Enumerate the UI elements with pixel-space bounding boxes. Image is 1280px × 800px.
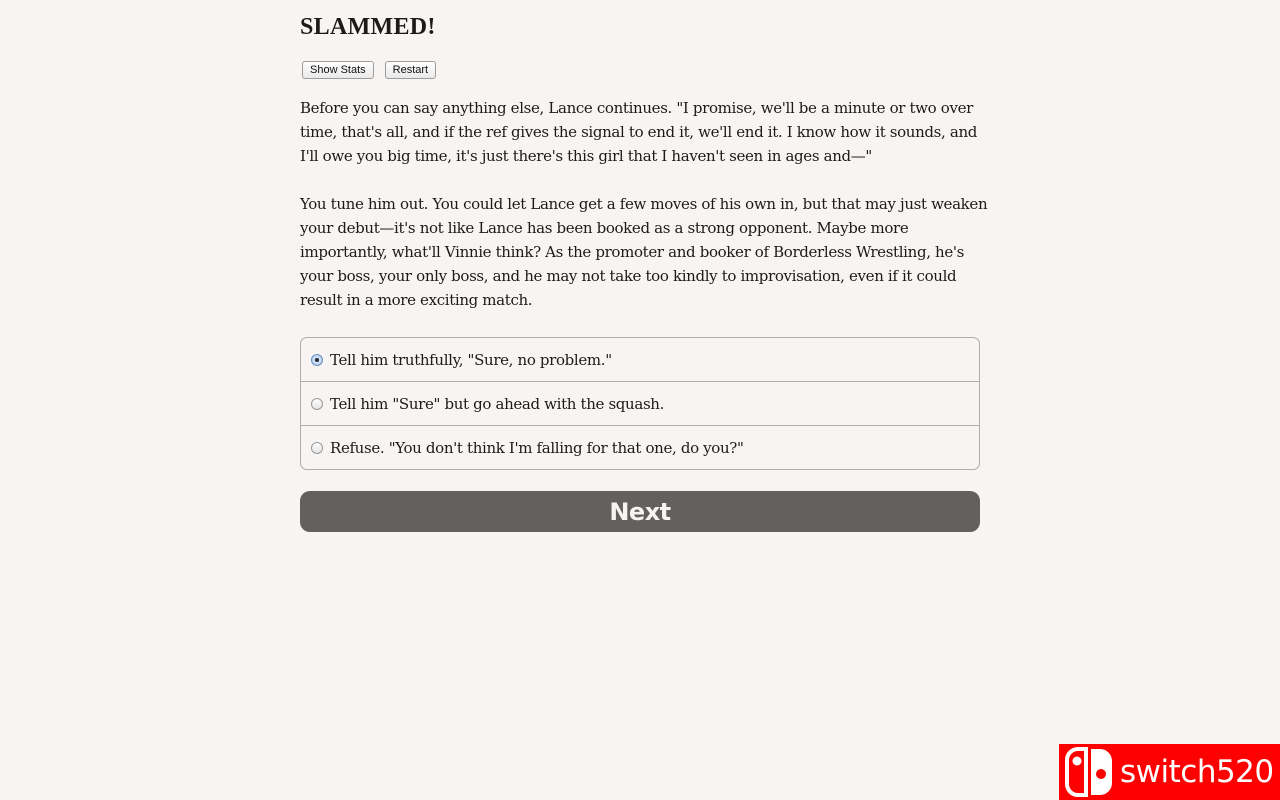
choice-label: Tell him truthfully, "Sure, no problem." <box>330 350 612 369</box>
choice-label: Tell him "Sure" but go ahead with the squash. <box>330 394 665 413</box>
radio-button-icon[interactable] <box>311 398 323 410</box>
choice-list <box>300 337 980 470</box>
passage-paragraph: Before you can say anything else, Lance continues. "I promise, we'll be a minute or two over time, that's all, and if the ref gives the signal to end it, we'll end it. I know how it sounds, and I'll owe you big time, it's just there's this girl that I haven't seen in ages and—" <box>300 99 978 165</box>
watermark-badge <box>1059 744 1280 800</box>
choice-option-2[interactable] <box>301 381 979 425</box>
passage-paragraph: You tune him out. You could let Lance get a few moves of his own in, but that may just weaken your debut—it's not like Lance has been booked as a strong opponent. Maybe more importantly, what'll Vinnie think? As the promoter and booker of Borderless Wrestling, he's your boss, your only boss, and he may not take too kindly to improvisation, even if it could result in a more exciting match. <box>300 195 988 309</box>
toolbar <box>302 61 436 79</box>
restart-button[interactable]: Restart <box>385 61 436 79</box>
choice-option-3[interactable] <box>301 425 979 469</box>
show-stats-button[interactable]: Show Stats <box>302 61 374 79</box>
page-title: SLAMMED! <box>300 14 436 40</box>
choice-option-1[interactable] <box>301 338 979 381</box>
radio-button-selected-icon[interactable] <box>311 354 323 366</box>
radio-button-icon[interactable] <box>311 442 323 454</box>
next-button[interactable]: Next <box>300 491 980 532</box>
watermark-text: switch520 <box>1120 754 1274 790</box>
choice-label: Refuse. "You don't think I'm falling for that one, do you?" <box>330 438 744 457</box>
switch-logo-icon <box>1064 746 1116 798</box>
